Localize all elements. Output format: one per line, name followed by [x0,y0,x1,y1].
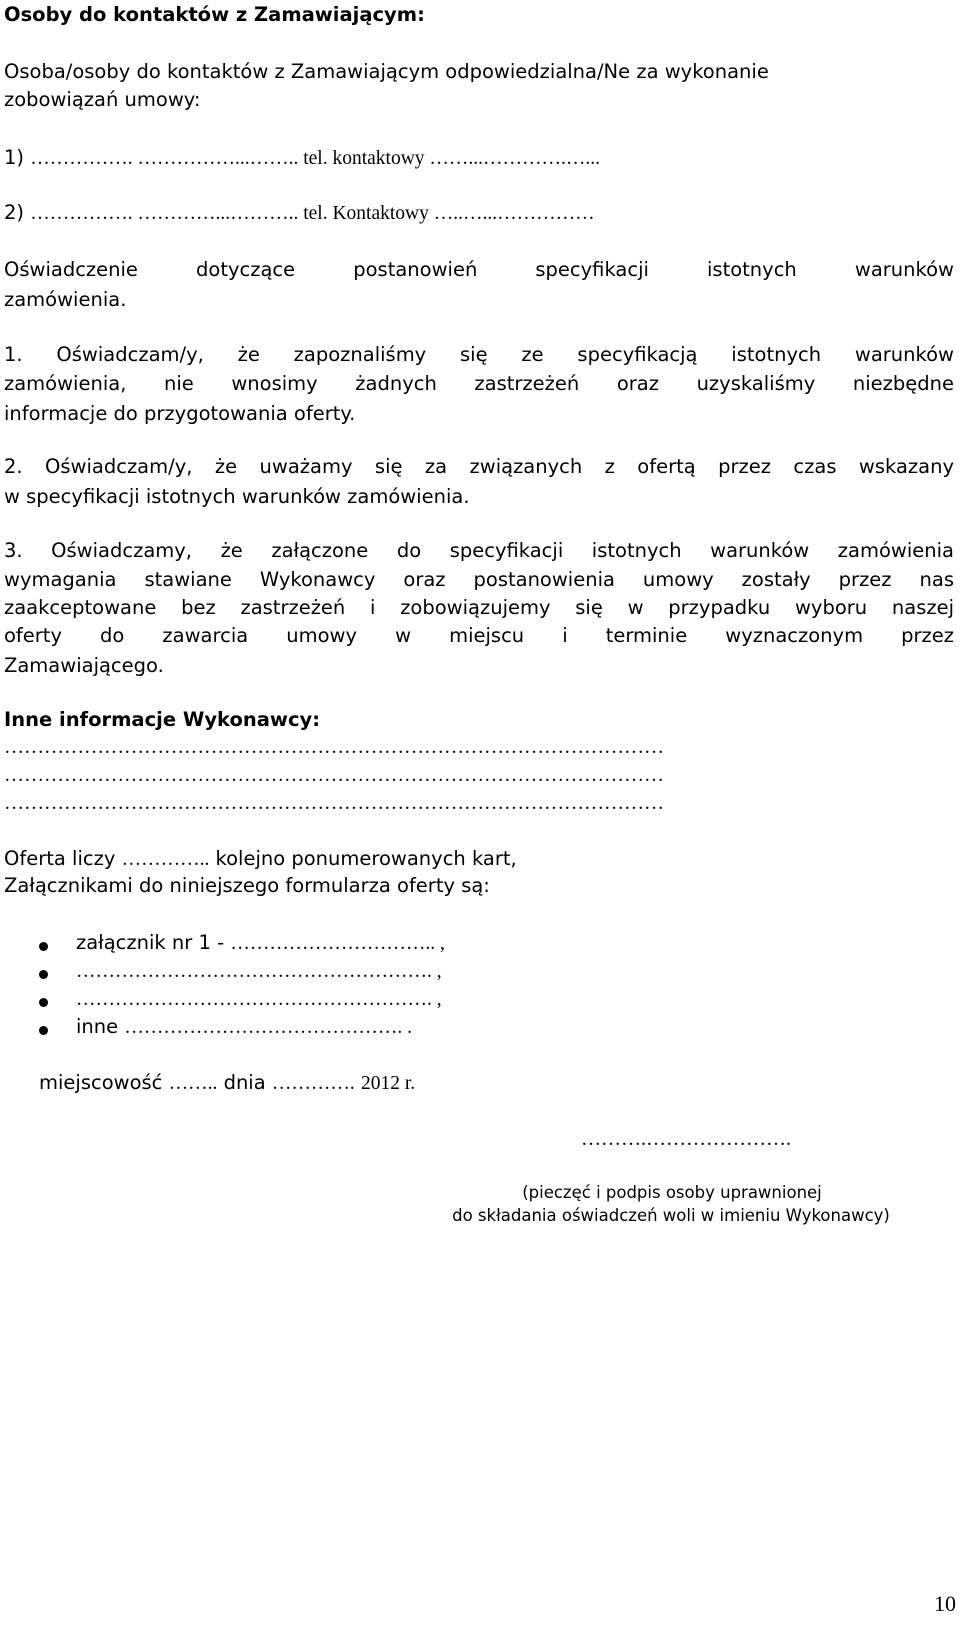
signature-dots: ……….…………………. [581,1128,791,1150]
attachment-3-dots: ………………………………………………. , [76,989,442,1010]
bullet-icon [39,970,48,979]
attachment-item-1 [76,931,445,956]
attachment-item-2 [76,959,442,984]
attachment-4-dots: ……………………………………. . [124,1017,412,1038]
other-info-dots-2: ……………………………………………………………………………………… [4,764,664,786]
attachment-item-3 [76,987,442,1012]
bullet-icon [39,998,48,1007]
statement-item1-line3: informacje do przygotowania oferty. [4,402,356,425]
statement-item3-line4: oferty do zawarcia umowy w miejscu i terminie wyznaczonym przez [4,624,954,647]
attachment-4-label: inne [76,1015,119,1038]
statement-item2-line1: 2. Oświadczam/y, że uważamy się za związanych z ofertą przez czas wskazany [4,455,954,478]
contact-line-2 [4,201,595,226]
statement-item3-line5: Zamawiającego. [4,654,164,677]
page-number: 10 [934,1591,956,1616]
offer-pages-suffix: kolejno ponumerowanych kart, [215,847,517,870]
contacts-intro-line1: Osoba/osoby do kontaktów z Zamawiającym odpowiedzialna/Ne za wykonanie [4,60,769,83]
statement-item1-line2: zamówienia, nie wnosimy żadnych zastrzeżeń oraz uzyskaliśmy niezbędne [4,372,954,395]
contact-2-fields: ……………. …………...……….. tel. Kontaktowy …..…...…………… [30,203,595,224]
attachments-intro: Załącznikami do niniejszego formularza oferty są: [4,874,490,897]
signature-caption-line2: do składania oświadczeń woli w imieniu Wykonawcy) [452,1206,890,1225]
attachment-1-label: załącznik nr 1 - [76,931,225,954]
offer-pages-prefix: Oferta liczy [4,847,116,870]
other-info-dots-1: ……………………………………………………………………………………… [4,736,664,758]
contact-1-number: 1) [4,146,25,169]
date-label: dnia [223,1071,266,1094]
place-date-line [39,1071,415,1096]
contact-line-1 [4,146,600,171]
attachment-1-dots: ………………………….. , [230,933,445,954]
statement-item3-line3: zaakceptowane bez zastrzeżeń i zobowiązujemy się w przypadku wyboru naszej [4,596,954,619]
statement-item3-line1: 3. Oświadczamy, że załączone do specyfikacji istotnych warunków zamówienia [4,539,954,562]
attachment-item-4 [76,1015,412,1040]
date-year: 2012 r. [360,1073,416,1094]
bullet-icon [39,942,48,951]
contact-1-fields: ……………. ……………...…….. tel. kontaktowy ……...………….…... [30,148,601,169]
contact-2-number: 2) [4,201,25,224]
place-dots: …….. [168,1073,218,1094]
statement-title-line1: Oświadczenie dotyczące postanowień specyfikacji istotnych warunków [4,258,954,281]
offer-pages-dots: ………….. [121,849,210,870]
signature-caption-line1: (pieczęć i podpis osoby uprawnionej [522,1183,822,1202]
bullet-icon [39,1026,48,1035]
other-info-dots-3: ……………………………………………………………………………………… [4,792,664,814]
other-info-heading: Inne informacje Wykonawcy: [4,708,321,731]
statement-item2-line2: w specyfikacji istotnych warunków zamówienia. [4,485,470,508]
date-dots: …………. [271,1073,355,1094]
offer-pages-line [4,847,517,872]
contacts-heading: Osoby do kontaktów z Zamawiającym: [4,3,425,26]
statement-item3-line2: wymagania stawiane Wykonawcy oraz postanowienia umowy zostały przez nas [4,568,954,591]
statement-item1-line1: 1. Oświadczam/y, że zapoznaliśmy się ze specyfikacją istotnych warunków [4,343,954,366]
contacts-intro-line2: zobowiązań umowy: [4,88,201,111]
place-label: miejscowość [39,1071,163,1094]
attachment-2-dots: ………………………………………………. , [76,961,442,982]
statement-title-line2: zamówienia. [4,288,127,311]
